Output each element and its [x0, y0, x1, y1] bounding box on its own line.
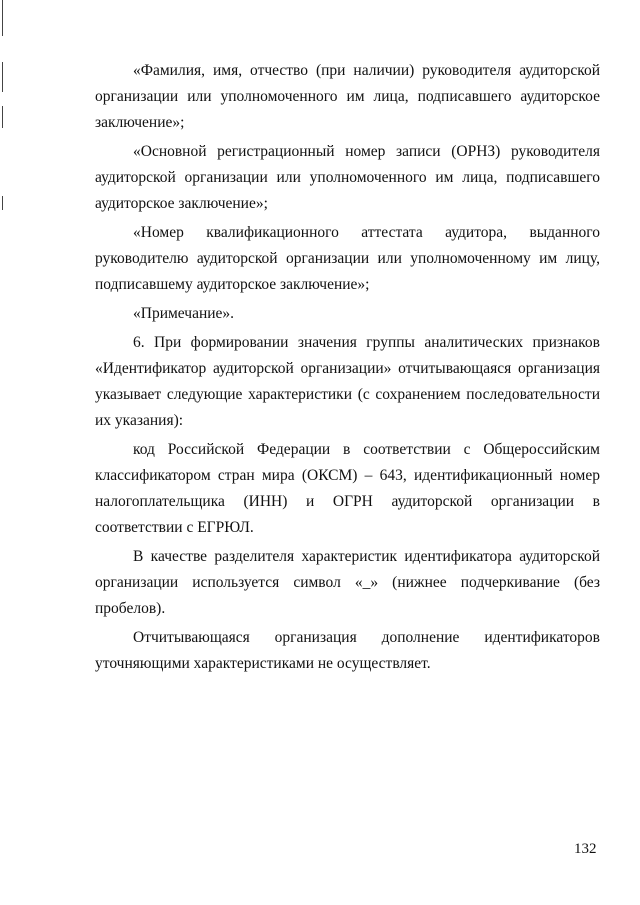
- scan-margin-line: [2, 0, 3, 36]
- paragraph-note: «Примечание».: [133, 305, 235, 322]
- paragraph-certificate-number: «Номер квалификационного аттестата аудитора, выданного руководителю аудиторской организации или уполномоченному им лицу, подписавшему аудиторское заключение»;: [95, 224, 600, 293]
- scan-margin-line: [2, 62, 3, 92]
- paragraph-auditor-head-name: «Фамилия, имя, отчество (при наличии) руководителя аудиторской организации или уполномоченного им лица, подписавшего аудиторское заключение»;: [95, 62, 600, 131]
- paragraph-ornz: «Основной регистрационный номер записи (ОРНЗ) руководителя аудиторской организации или уполномоченного им лица, подписавшего аудиторское заключение»;: [95, 143, 600, 212]
- paragraph-separator: В качестве разделителя характеристик идентификатора аудиторской организации используется символ «_» (нижнее подчеркивание (без пробелов).: [95, 548, 600, 617]
- paragraph-no-supplement: Отчитывающаяся организация дополнение идентификаторов уточняющими характеристиками не осуществляет.: [95, 629, 600, 672]
- page-number: 132: [574, 841, 597, 857]
- scan-margin-line: [2, 106, 3, 128]
- paragraph-item-6: 6. При формировании значения группы аналитических признаков «Идентификатор аудиторской организации» отчитывающаяся организация указывает следующие характеристики (с сохранением последовательности их указания):: [95, 334, 600, 429]
- paragraph-identifier-codes: код Российской Федерации в соответствии с Общероссийским классификатором стран мира (ОКСМ) – 643, идентификационный номер налогоплательщика (ИНН) и ОГРН аудиторской организации в соответствии с ЕГРЮЛ.: [95, 441, 600, 536]
- document-body: [95, 58, 600, 680]
- scan-margin-line: [2, 196, 3, 210]
